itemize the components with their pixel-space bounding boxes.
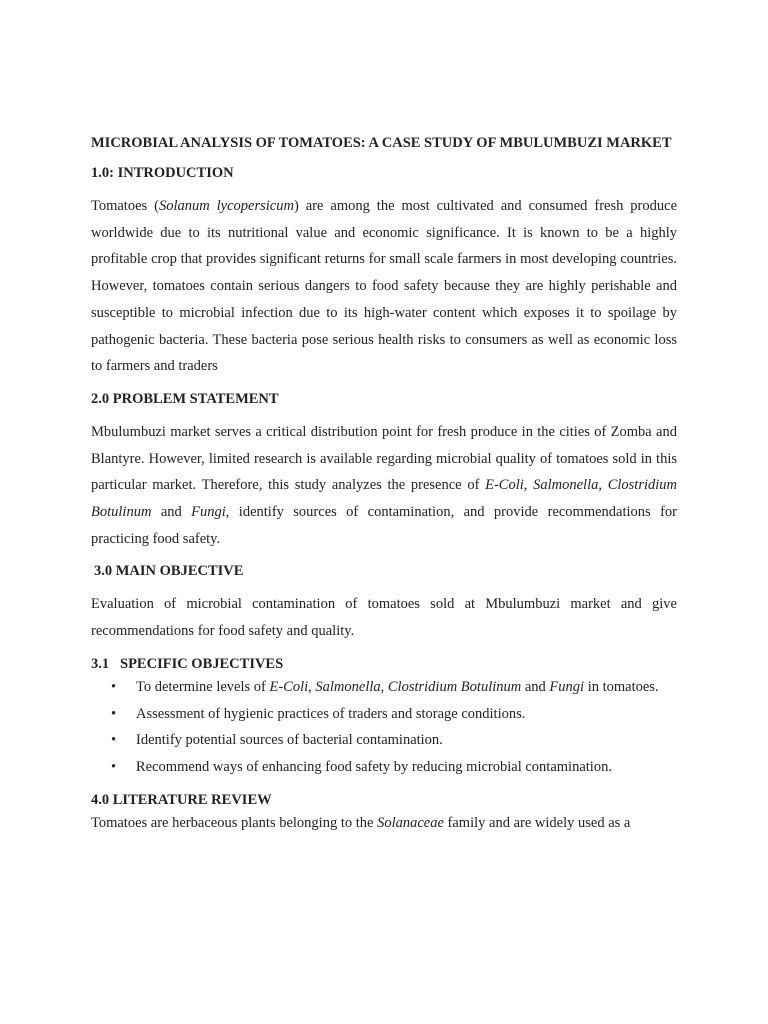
introduction-heading: 1.0: INTRODUCTION xyxy=(91,165,234,181)
document-page xyxy=(91,134,677,836)
introduction-paragraph: Tomatoes (Solanum lycopersicum) are among the most cultivated and consumed fresh produce worldwide due to its nutritional value and economic significance. It is known to be a highly profitable crop that provides significant returns for small scale farmers in most developing countries. However, tomatoes contain serious dangers to food safety because they are highly perishable and susceptible to microbial infection due to its high-water content which exposes it to spoilage by pathogenic bacteria. These bacteria pose serious health risks to consumers as well as economic loss to farmers and traders xyxy=(91,198,678,375)
main-objective-heading: 3.0 MAIN OBJECTIVE xyxy=(94,563,244,580)
bullet-icon: • xyxy=(111,732,117,749)
bullet-icon: • xyxy=(111,758,117,775)
literature-review-paragraph: Tomatoes are herbaceous plants belonging to the Solanaceae family and are widely used as a xyxy=(91,814,631,831)
specific-objectives-heading: 3.1 SPECIFIC OBJECTIVES xyxy=(91,655,284,672)
bullet-icon: • xyxy=(111,678,117,695)
specific-objectives-list xyxy=(91,674,677,781)
main-objective-paragraph: Evaluation of microbial contamination of tomatoes sold at Mbulumbuzi market and give recommendations for food safety and quality. xyxy=(91,596,677,640)
document-title: MICROBIAL ANALYSIS OF TOMATOES: A CASE STUDY OF MBULUMBUZI MARKET xyxy=(91,135,672,151)
bullet-icon: • xyxy=(111,705,117,722)
problem-statement-heading: 2.0 PROBLEM STATEMENT xyxy=(91,390,279,407)
problem-statement-paragraph: Mbulumbuzi market serves a critical distribution point for fresh produce in the cities of Zomba and Blantyre. However, limited research is available regarding microbial quality of tomatoes sold in this particular market. Therefore, this study analyzes the presence of E-Coli, Salmonella, Clostridium Botulinum and Fungi, identify sources of contamination, and provide recommendations for practicing food safety. xyxy=(91,423,678,547)
literature-review-heading: 4.0 LITERATURE REVIEW xyxy=(91,791,272,808)
scientific-name: Solanum lycopersicum xyxy=(158,198,294,214)
list-item: • Identify potential sources of bacterial contamination. xyxy=(91,727,677,754)
list-item: • Recommend ways of enhancing food safety by reducing microbial contamination. xyxy=(91,754,677,781)
list-item: • To determine levels of E-Coli, Salmonella, Clostridium Botulinum and Fungi in tomatoes. xyxy=(91,674,677,701)
list-item: • Assessment of hygienic practices of traders and storage conditions. xyxy=(91,701,677,728)
